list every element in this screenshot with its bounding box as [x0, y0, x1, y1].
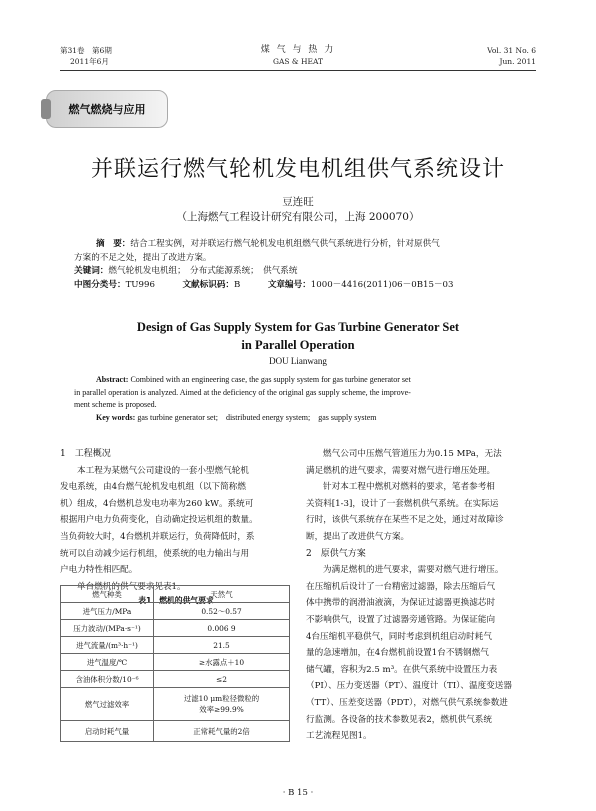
text-line: （TT）、压差变送器（PDT），对燃气供气系统参数进: [306, 697, 508, 708]
table1-caption: 表1 燃机的供气要求: [138, 596, 214, 606]
keywords-cn-label: 关键词：: [74, 266, 109, 276]
table-cell: 压力波动/(MPa·s⁻¹): [61, 620, 154, 637]
affiliation-cn: （上海燃气工程设计研究有限公司，上海 200070）: [176, 211, 420, 223]
table-cell: 过滤10 μm粒径微粒的 效率≥99.9%: [154, 688, 290, 721]
text-line: 行时，该供气系统存在某些不足之处，通过对故障诊: [306, 515, 504, 526]
abstract-en: [74, 374, 524, 424]
text-line: 满足燃机的进气要求，需要对燃气进行增压处理。: [306, 465, 496, 476]
table-row: [61, 654, 290, 671]
article-no-label: 文章编号：: [267, 279, 311, 290]
text-line: 量的急速增加，在4台燃机前设置1台不锈钢燃气: [306, 648, 489, 659]
keywords-cn-text: 燃气轮机发电机组； 分布式能源系统； 供气系统: [108, 266, 298, 276]
text-line: 本工程为某燃气公司建设的一套小型燃气轮机: [77, 465, 249, 476]
header-rule: [60, 70, 536, 71]
text-line: 针对本工程中燃机对燃料的要求，笔者参考相: [323, 482, 495, 493]
text-line: 根据用户电力负荷变化，自动确定投运机组的数量。: [60, 515, 258, 526]
issue-date: 2011年6月: [70, 57, 109, 66]
text-line: 当负荷较大时，4台燃机并联运行，负荷降低时，系: [60, 531, 255, 542]
article-no-value: 1000－4416(2011)06－0B15－03: [310, 279, 454, 290]
text-line: 户电力特性相匹配。: [60, 565, 138, 576]
abstract-en-text3: ment scheme is proposed.: [74, 400, 157, 409]
journal-name-en: GAS & HEAT: [272, 57, 323, 66]
column-banner-label: 燃气燃烧与应用: [68, 103, 146, 116]
abstract-cn-label: 摘 要：: [96, 239, 131, 249]
keywords-en-text: gas turbine generator set; distributed energy system; gas supply system: [137, 412, 377, 422]
abstract-cn: [74, 238, 524, 292]
table-cell: 启动时耗气量: [61, 721, 154, 742]
table-header-cell: 燃气种类: [61, 586, 154, 603]
text-line: 燃气公司中压燃气管道压力为0.15 MPa，无法: [323, 449, 502, 459]
table-cell: 0.006 9: [154, 620, 290, 637]
section1-paragraph2: 单台燃机的供气要求见表1。: [77, 581, 186, 592]
paper-title-cn: 并联运行燃气轮机发电机组供气系统设计: [90, 157, 505, 182]
keywords-en: [74, 412, 524, 425]
author-cn: 豆连旺: [282, 196, 314, 208]
page-number: · B 15 ·: [282, 788, 314, 798]
clc-value: TU996: [125, 279, 155, 290]
clc-label: 中图分类号：: [74, 279, 126, 290]
table-cell: 进气流量/(m³·h⁻¹): [61, 637, 154, 654]
text-line: 不影响供气，设置了过滤器旁通管路。为保证能向: [306, 614, 496, 625]
left-column: [60, 446, 292, 607]
volume-issue: 第31卷 第6期: [60, 46, 112, 55]
table-row: [61, 637, 290, 654]
table-cell: 燃气过滤效率: [61, 688, 154, 721]
text-line: 行监测。各设备的技术参数见表2，燃机供气系统: [306, 714, 492, 725]
table-cell: 进气压力/MPa: [61, 603, 154, 620]
classification-line: [74, 279, 524, 293]
text-line: （PI）、压力变送器（PT）、温度计（TI）、温度变送器: [306, 681, 512, 692]
table-row: [61, 671, 290, 688]
keywords-cn: [74, 265, 524, 279]
volume-issue-en: Vol. 31 No. 6: [487, 46, 536, 55]
column-banner: [46, 90, 168, 128]
right-column: [306, 446, 538, 745]
paper-title-en: [60, 318, 536, 354]
journal-name-cn: 煤 气 与 热 力: [260, 45, 336, 55]
gas-supply-requirements-table: [60, 585, 290, 742]
text-line: 关资料[1-3]，设计了一套燃机供气系统。在实际运: [306, 498, 499, 509]
section2-title: 2 原供气方案: [306, 548, 366, 559]
table-cell: ≤2: [154, 671, 290, 688]
text-line: 为满足燃机的进气要求，需要对燃气进行增压。: [323, 565, 504, 576]
text-line: 断，提出了改进供气方案。: [306, 531, 410, 542]
text-line: 工艺流程见图1。: [306, 731, 372, 742]
table-row: [61, 603, 290, 620]
text-line: 4台压缩机平稳供气，同时考虑到机组启动时耗气: [306, 631, 492, 642]
doc-code-label: 文献标识码：: [182, 279, 235, 290]
abstract-cn-line1: [74, 238, 524, 252]
table-row: [61, 620, 290, 637]
abstract-en-label: Abstract:: [96, 375, 129, 384]
text-line: 统可以自动减少运行机组，使系统的电力输出与用: [60, 548, 250, 559]
author-en: DOU Lianwang: [269, 356, 327, 366]
section2-paragraph: [306, 562, 538, 745]
journal-volume-en: [487, 45, 536, 67]
section1-title: 1 工程概况: [60, 449, 111, 459]
text-line: 体中携带的润滑油液滴，为保证过滤器更换滤芯时: [306, 598, 496, 609]
table-cell: 0.52～0.57: [154, 603, 290, 620]
table-row: [61, 721, 290, 742]
table-row: [61, 688, 290, 721]
right-paragraph2: [306, 479, 538, 545]
right-paragraph1: [306, 446, 538, 479]
abstract-cn-text1: 结合工程实例，对并联运行燃气轮机发电机组燃气供气系统进行分析，针对原供气: [130, 239, 440, 249]
abstract-en-text2: in parallel operation is analyzed. Aimed at the deficiency of the original gas supply scheme, the improve-: [74, 387, 411, 397]
doc-code-value: B: [234, 279, 241, 290]
abstract-cn-text2: 方案的不足之处，提出了改进方案。: [74, 252, 212, 263]
paper-title-en-line2: in Parallel Operation: [241, 338, 355, 352]
abstract-en-line1: [74, 374, 524, 387]
table-header-cell: 天然气: [154, 586, 290, 603]
text-line: 发电系统，由4台燃气轮机发电机组（以下简称燃: [60, 482, 246, 493]
abstract-en-text1: Combined with an engineering case, the gas supply system for gas turbine generator set: [130, 375, 411, 384]
text-line: 机）组成，4台燃机总发电功率为260 kW。系统可: [60, 498, 254, 509]
text-line: 储气罐，容积为2.5 m³。在供气系统中设置压力表: [306, 664, 498, 675]
table-cell: 含油体积分数/10⁻⁶: [61, 671, 154, 688]
paper-title-en-line1: Design of Gas Supply System for Gas Turbine Generator Set: [136, 320, 460, 334]
keywords-en-label: Key words:: [96, 412, 136, 422]
table-cell: 进气温度/℃: [61, 654, 154, 671]
table-cell: 正常耗气量的2倍: [154, 721, 290, 742]
text-line: 在压缩机后设计了一台精密过滤器，除去压缩后气: [306, 581, 496, 592]
table-cell: ≥水露点＋10: [154, 654, 290, 671]
table-cell: 21.5: [154, 637, 290, 654]
table-header-row: [61, 586, 290, 603]
issue-date-en: Jun. 2011: [499, 57, 536, 66]
section1-paragraph1: [60, 463, 292, 579]
